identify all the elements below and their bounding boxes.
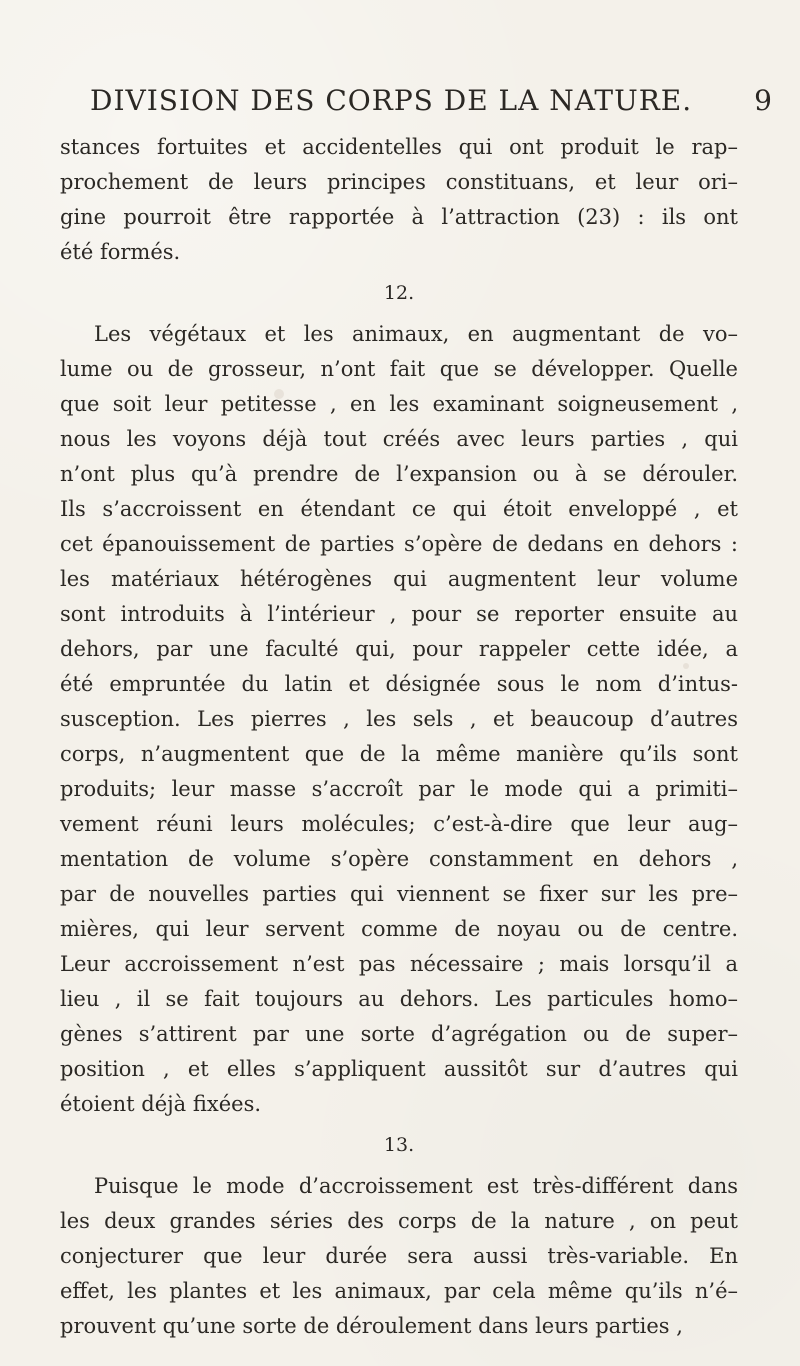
text-line: position , et elles s’appliquent aussitôt sur d’autres qui [60,1057,738,1081]
text-line: Les végétaux et les animaux, en augmentant de vo– [94,322,738,346]
text-line: stances fortuites et accidentelles qui ont produit le rap– [60,135,738,159]
section-number: 13. [383,1134,415,1156]
text-line: dehors, par une faculté qui, pour rappeler cette idée, a [60,637,738,661]
text-line: nous les voyons déjà tout créés avec leurs parties , qui [60,427,738,451]
text-line: gine pourroit être rapportée à l’attraction (23) : ils ont [60,205,738,229]
text-line: n’ont plus qu’à prendre de l’expansion ou à se dérouler. [60,462,738,486]
text-line: les deux grandes séries des corps de la nature , on peut [60,1209,738,1233]
text-line: produits; leur masse s’accroît par le mode qui a primiti– [60,777,738,801]
text-line: Leur accroissement n’est pas nécessaire ; mais lorsqu’il a [60,952,738,976]
text-line: par de nouvelles parties qui viennent se fixer sur les pre– [60,882,738,906]
text-line: Ils s’accroissent en étendant ce qui étoit enveloppé , et [60,497,738,521]
text-line: étoient déjà fixées. [60,1092,262,1116]
text-line: gènes s’attirent par une sorte d’agrégation ou de super– [60,1022,738,1046]
text-line: mières, qui leur servent comme de noyau ou de centre. [60,917,738,941]
page-header [90,84,772,124]
text-line: lieu , il se fait toujours au dehors. Les particules homo– [60,987,738,1011]
text-line: lume ou de grosseur, n’ont fait que se développer. Quelle [60,357,738,381]
text-line: corps, n’augmentent que de la même manière qu’ils sont [60,742,738,766]
text-line: été empruntée du latin et désignée sous le nom d’intus- [60,672,738,696]
text-line: que soit leur petitesse , en les examinant soigneusement , [60,392,738,416]
section-number: 12. [383,282,415,304]
text-line: prouvent qu’une sorte de déroulement dans leurs parties , [60,1314,683,1338]
page-number: 9 [754,84,772,117]
text-line: vement réuni leurs molécules; c’est-à-dire que leur aug– [60,812,738,836]
text-line: mentation de volume s’opère constamment en dehors , [60,847,738,871]
text-line: sont introduits à l’intérieur , pour se reporter ensuite au [60,602,738,626]
main-text [60,130,738,1344]
text-line: cet épanouissement de parties s’opère de dedans en dehors : [60,532,738,556]
text-line: susception. Les pierres , les sels , et beaucoup d’autres [60,707,738,731]
text-line: été formés. [60,240,181,264]
running-head: DIVISION DES CORPS DE LA NATURE. [90,84,693,117]
text-line: prochement de leurs principes constituans, et leur ori– [60,170,738,194]
text-line: Puisque le mode d’accroissement est très-différent dans [94,1174,738,1198]
text-line: les matériaux hétérogènes qui augmentent leur volume [60,567,738,591]
text-line: effet, les plantes et les animaux, par cela même qu’ils n’é– [60,1279,738,1303]
text-line: conjecturer que leur durée sera aussi très-variable. En [60,1244,738,1268]
